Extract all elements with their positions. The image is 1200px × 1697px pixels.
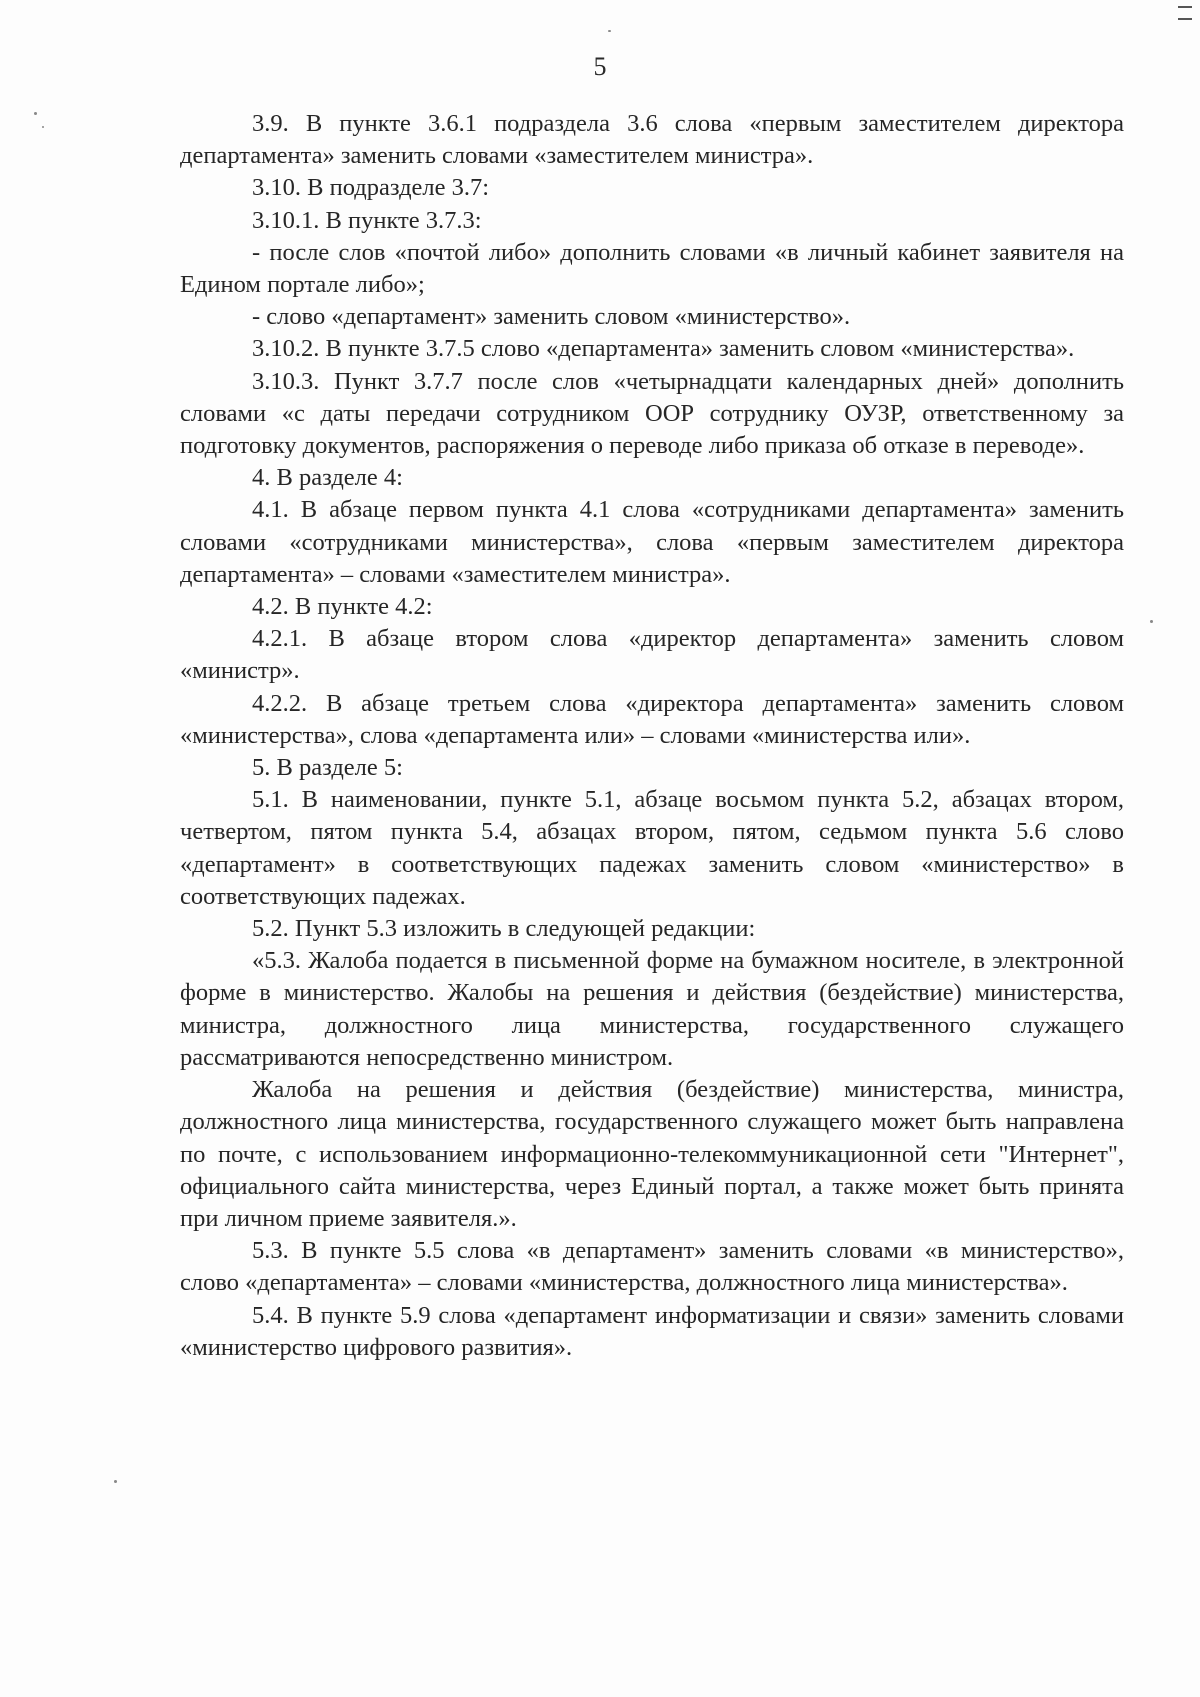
paragraph: 4.2.2. В абзаце третьем слова «директора департамента» заменить словом «министерства», слова «департамента или» – словами «министерства или».: [180, 689, 1124, 749]
document-body: [180, 108, 1124, 1364]
scan-speck: [114, 1480, 117, 1483]
paragraph: 5.2. Пункт 5.3 изложить в следующей редакции:: [252, 915, 756, 943]
page-number: 5: [593, 52, 607, 81]
paragraph: - слово «департамент» заменить словом «министерство».: [252, 303, 851, 331]
paragraph: 4.1. В абзаце первом пункта 4.1 слова «сотрудниками департамента» заменить словами «сотрудниками министерства», слова «первым заместителем директора департамента» – словами «заместителем министра».: [180, 496, 1124, 588]
scan-speck: [1150, 620, 1153, 623]
paragraph: 3.10.2. В пункте 3.7.5 слово «департамента» заменить словом «министерства».: [252, 335, 1075, 363]
paragraph: 3.10.3. Пункт 3.7.7 после слов «четырнадцати календарных дней» дополнить словами «с даты передачи сотрудником ООР сотруднику ОУЗР, ответственному за подготовку документов, распоряжения о переводе либо приказа об отказе в переводе».: [180, 367, 1124, 460]
paragraph: - после слов «почтой либо» дополнить словами «в личный кабинет заявителя на Едином портале либо»;: [180, 238, 1124, 299]
paragraph: «5.3. Жалоба подается в письменной форме на бумажном носителе, в электронной форме в министерство. Жалобы на решения и действия (бездействие) министерства, министра, должностного лица министерства, государственного служащего рассматриваются непосредственно министром.: [180, 947, 1124, 1071]
paragraph: 4.2. В пункте 4.2:: [252, 593, 433, 621]
paragraph: 4. В разделе 4:: [252, 464, 403, 492]
scan-speck: [42, 126, 44, 128]
paragraph: 5. В разделе 5:: [252, 754, 403, 782]
paragraph: 3.10.1. В пункте 3.7.3:: [252, 206, 482, 234]
paragraph: 5.4. В пункте 5.9 слова «департамент информатизации и связи» заменить словами «министерство цифрового развития».: [180, 1301, 1124, 1361]
scan-speck: [34, 112, 37, 115]
paragraph: 3.10. В подразделе 3.7:: [252, 174, 490, 202]
paragraph: Жалоба на решения и действия (бездействие) министерства, министра, должностного лица министерства, государственного служащего может быть направлена по почте, с использованием информационно-телекоммуникационной сети "Интернет", официального сайта министерства, через Единый портал, а также может быть принята при личном приеме заявителя.».: [180, 1076, 1124, 1232]
scan-speck: [608, 30, 611, 32]
paragraph: 5.3. В пункте 5.5 слова «в департамент» заменить словами «в министерство», слово «департамента» – словами «министерства, должностного лица министерства».: [180, 1237, 1124, 1297]
paragraph: 5.1. В наименовании, пункте 5.1, абзаце восьмом пункта 5.2, абзацах втором, четвертом, пятом пункта 5.4, абзацах втором, пятом, седьмом пункта 5.6 слово «департамент» в соответствующих падежах заменить словом «министерство» в соответствующих падежах.: [180, 786, 1124, 910]
paragraph: 3.9. В пункте 3.6.1 подраздела 3.6 слова «первым заместителем директора департамента» заменить словами «заместителем министра».: [180, 110, 1124, 170]
paragraph: 4.2.1. В абзаце втором слова «директор департамента» заменить словом «министр».: [180, 625, 1124, 685]
scan-edge-mark: [1178, 6, 1192, 42]
